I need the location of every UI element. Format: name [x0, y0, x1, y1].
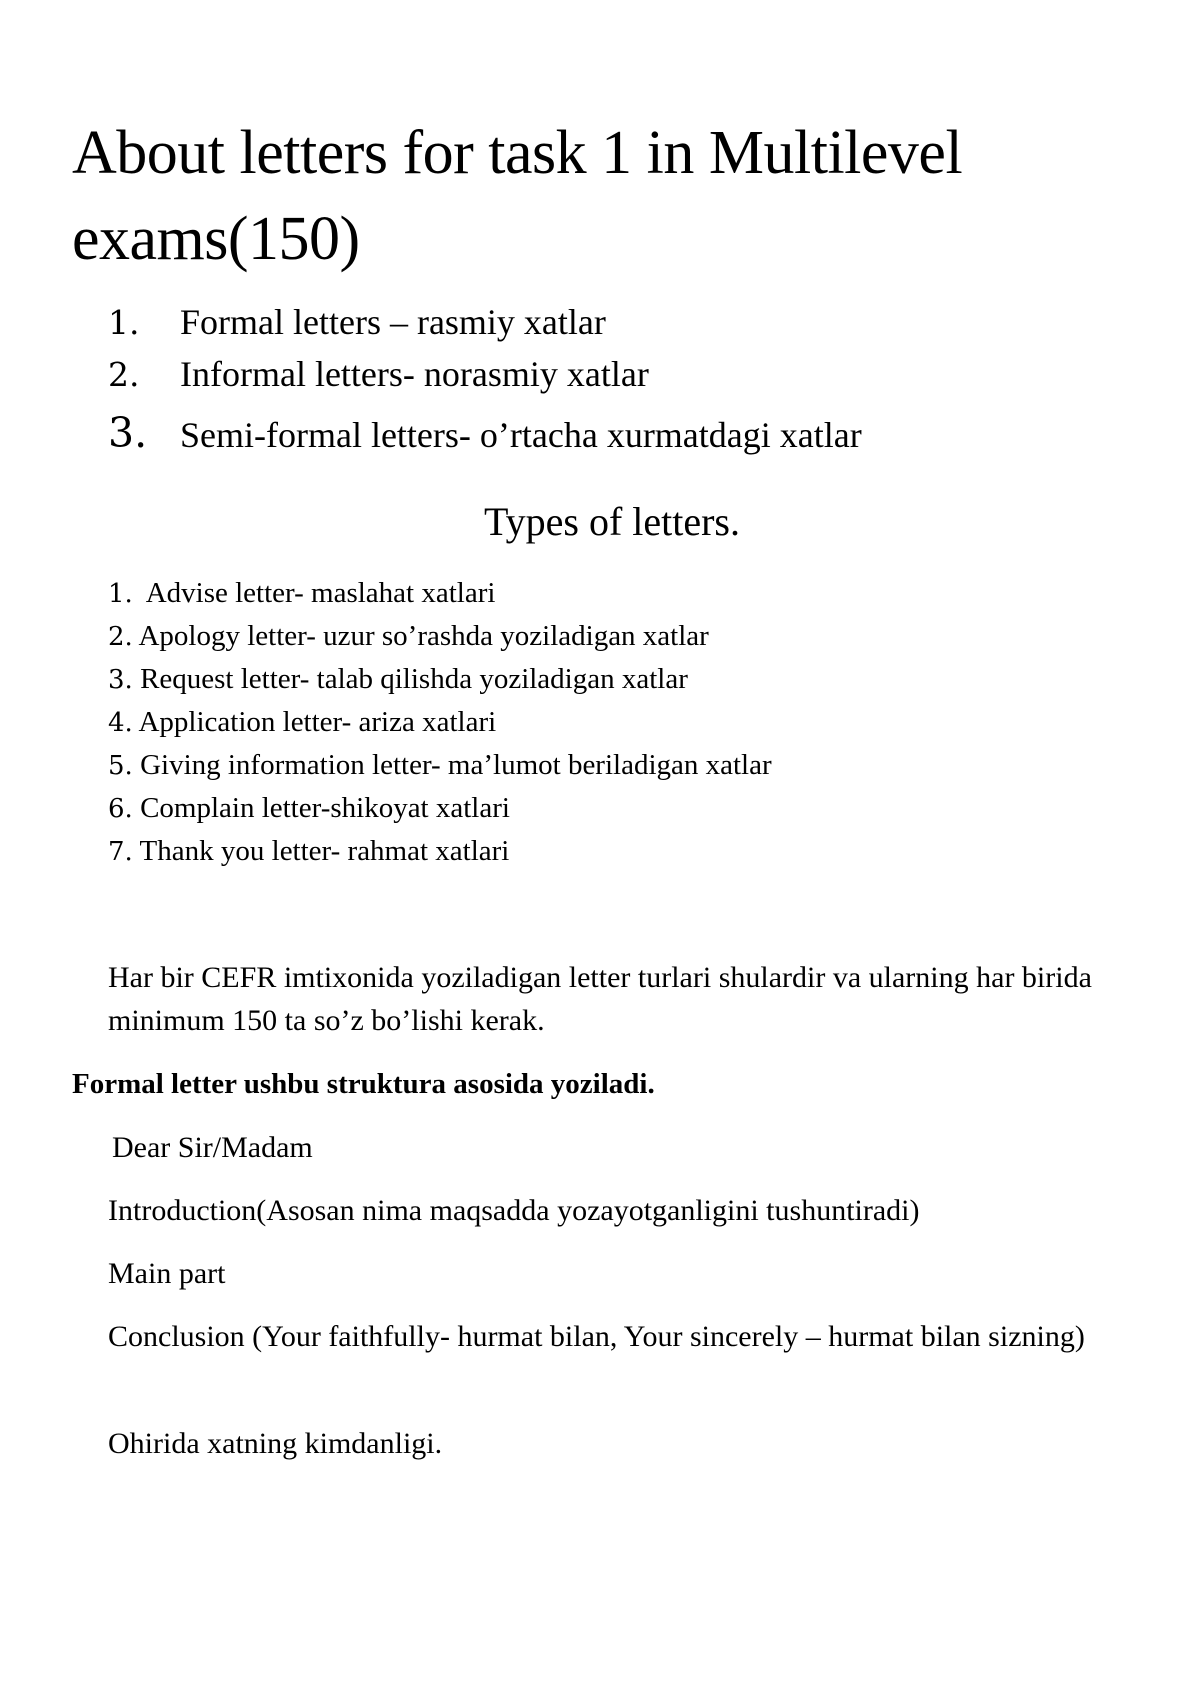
list-number: 4. — [108, 708, 133, 738]
list-number: 3. — [108, 409, 148, 457]
letter-categories-list — [108, 296, 862, 468]
list-number: 1. — [108, 579, 133, 609]
letter-types-list — [108, 572, 772, 873]
list-number: 5. — [108, 751, 133, 781]
list-item-label: Application letter- ariza xatlari — [138, 706, 497, 738]
structure-main-part: Main part — [108, 1257, 226, 1290]
list-number: 2. — [108, 622, 133, 652]
cefr-note-paragraph: Har bir CEFR imtixonida yoziladigan letter turlari shulardir va ularning har birida minimum 150 ta so’z bo’lishi kerak. — [108, 961, 1092, 1037]
list-number: 1. — [108, 303, 140, 342]
structure-closing: Ohirida xatning kimdanligi. — [108, 1427, 443, 1460]
list-item — [108, 830, 772, 873]
list-item — [108, 701, 772, 744]
list-item-label: Request letter- talab qilishda yoziladigan xatlar — [140, 663, 688, 695]
list-item-label: Apology letter- uzur so’rashda yoziladigan xatlar — [138, 620, 709, 652]
list-number: 3. — [108, 665, 133, 695]
list-item — [108, 400, 862, 468]
list-item — [108, 787, 772, 830]
formal-structure-heading: Formal letter ushbu struktura asosida yoziladi. — [72, 1068, 655, 1100]
list-item — [108, 572, 772, 615]
list-item-label: Advise letter- maslahat xatlari — [145, 577, 496, 609]
list-item-label: Complain letter-shikoyat xatlari — [140, 792, 510, 824]
list-item — [108, 658, 772, 701]
list-item — [108, 296, 862, 348]
list-item — [108, 744, 772, 787]
list-item-label: Informal letters- norasmiy xatlar — [180, 354, 649, 394]
list-number: 2. — [108, 355, 140, 394]
structure-greeting: Dear Sir/Madam — [112, 1131, 313, 1164]
types-heading: Types of letters. — [483, 499, 740, 544]
structure-introduction: Introduction(Asosan nima maqsadda yozayotganligini tushuntiradi) — [108, 1194, 920, 1227]
list-item-label: Giving information letter- ma’lumot beriladigan xatlar — [140, 749, 772, 781]
structure-conclusion: Conclusion (Your faithfully- hurmat bilan, Your sincerely – hurmat bilan sizning) — [108, 1320, 1085, 1353]
list-item-label: Semi-formal letters- o’rtacha xurmatdagi xatlar — [180, 415, 862, 455]
list-item-label: Formal letters – rasmiy xatlar — [180, 302, 606, 342]
list-number: 6. — [108, 794, 133, 824]
list-item-label: Thank you letter- rahmat xatlari — [139, 835, 510, 867]
page-title: About letters for task 1 in Multilevel exams(150) — [72, 119, 963, 273]
list-number: 7. — [108, 837, 133, 867]
list-item — [108, 348, 862, 400]
list-item — [108, 615, 772, 658]
